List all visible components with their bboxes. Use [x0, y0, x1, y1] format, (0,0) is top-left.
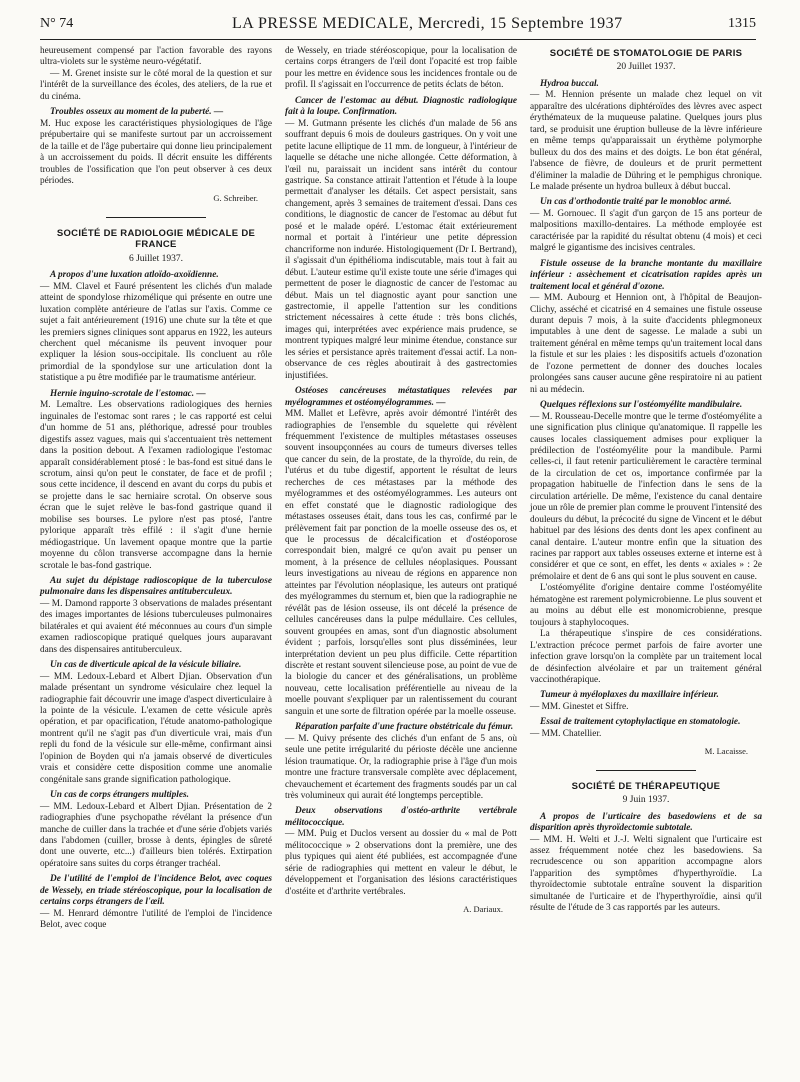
paragraph: de Wessely, en triade stéréoscopique, pour la localisation de certains corps étrangers de l'œil dont l'opacité est trop faible pour les mettre en évidence sous les incidences frontale ou de profil. Il s'agissait en l'occurrence de petits éclats de béton.: [285, 46, 517, 91]
paragraph: M. Huc expose les caractéristiques physiologiques de l'âge prépubertaire qui se manifeste surtout par un accroissement de la taille et de l'âge pubertaire qui donne lieu principalement à un accroissement du poids. Il décrit ensuite les différents troubles de l'ossification que l'on peut observer à ces deux périodes.: [40, 118, 272, 186]
divider: [106, 217, 206, 218]
society-title: SOCIÉTÉ DE STOMATOLOGIE DE PARIS: [549, 48, 743, 59]
paragraph: — M. Grenet insiste sur le côté moral de la question et sur l'intérêt de la surveillance des écoles, des ateliers, de la rue et du cinéma.: [40, 68, 272, 102]
paragraph: heureusement compensé par l'action favorable des rayons ultra-violets sur le système neuro-végétatif.: [40, 46, 272, 68]
session-date: 20 Juillet 1937.: [616, 62, 676, 73]
paragraph: — MM. Ledoux-Lebard et Albert Djian. Présentation de 2 radiographies d'une psychopathe révélant la présence d'un manche de cuiller dans la trachée et d'une série d'objets variés dans l'abdomen (cuiller, brosse à dents, épingles de sûreté dont une ouverte, etc...) d'ailleurs bien tolérés. Extirpation opératoire sans suites du corps étranger trachéal.: [40, 801, 272, 869]
section-heading: Hydroa buccal.: [540, 78, 599, 89]
section-heading: Un cas de diverticule apical de la vésicule biliaire.: [50, 660, 242, 671]
section-heading: Troubles osseux au moment de la puberté. —: [50, 107, 224, 118]
column-1: [40, 46, 272, 932]
paragraph: — MM. H. Welti et J.-J. Welti signalent que l'urticaire est assez fréquemment notée chez les basedowiens. Sa recrudescence ou son apparition accompagne alors l'apparition des symptômes d'hyperthyroïdie. La thyroïdectomie subtotale entraîne souvent la disparition simultanée de l'urticaire et de l'hyperthyroïdie, ainsi qu'il résulte de l'étude de 3 cas rapportés par les auteurs.: [530, 834, 762, 914]
journal-title: LA PRESSE MEDICALE, Mercredi, 15 Septembre 1937: [232, 15, 623, 32]
paragraph: — MM. Chatellier.: [530, 728, 602, 739]
paragraph: MM. Mallet et Lefèvre, après avoir démontré l'intérêt des radiographies de l'ensemble du squelette qui révèlent fréquemment l'existence de multiples métastases osseuses souvent insoupçonnées au cours de tumeurs diverses telles que cancer du sein, de la prostate, de la thyroïde, du rein, de l'utérus et du tube digestif, apportent le résultat de leurs recherches de ces métastases par la méthode des myélogrammes et des ostéomyélogrammes. Les auteurs ont en effet constaté que le diagnostic radiologique des métastases osseuses était, dans tous les cas, confirmé par le prélèvement fait par ponction de la moelle osseuse des os, et que le processus de décalcification et d'ostéoporose correspondait bien, malgré ce qu'on avait pu penser un moment, à la présence de cellules néoplasiques. Poussant leurs investigations au niveau de régions en apparence non atteintes par l'évolution néoplasique, les auteurs ont pratiqué des myélogrammes du sternum et, bien que la radiographie ne révélât pas de lésion osseuse, ils ont décelé la présence de cellules cancéreuses dans la pulpe médullaire. Ces cellules, souvent groupées en amas, sont d'un diagnostic absolument évident ; parfois, lorsqu'elles sont plus disséminées, leur interprétation devient un peu plus difficile. Cette répartition discrète et restant souvent silencieuse pose, au point de vue de la biologie du cancer et des généralisations, un problème nouveau, cette localisation préférentielle au niveau de la moelle pouvant s'expliquer par un ralentissement du courant sanguin et une sorte de filtration opérée par la moelle osseuse.: [285, 409, 517, 717]
section-heading: Tumeur à myéloplaxes du maxillaire inférieur.: [540, 690, 719, 701]
section-heading: Réparation parfaite d'une fracture obstétricale du fémur.: [295, 722, 514, 733]
section-heading: Hernie inguino-scrotale de l'estomac. —: [50, 388, 206, 399]
paragraph: — M. Gornouec. Il s'agit d'un garçon de 15 ans porteur de malpositions maxillo-dentaires. La méthode employée est caractérisée par la rapidité du résultat obtenu (4 mois) et ceci malgré le gigantisme des incisives centrales.: [530, 208, 762, 254]
section-heading: Fistule osseuse de la branche montante du maxillaire inférieur : assèchement et cicatrisation rapides après un traitement local et général d'ozone.: [530, 258, 762, 292]
paragraph: — M. Damond rapporte 3 observations de malades présentant des images importantes de lésions tuberculeuses pulmonaires bilatérales et qui avaient été méconnues au cours d'un simple examen radioscopique pratiqué quelques jours auparavant dans des dispensaires antituberculeux.: [40, 598, 272, 655]
paragraph: — M. Rousseau-Decelle montre que le terme d'ostéomyélite a une signification plus clinique qu'anatomique. Il rappelle les causes locales classiquement admises pour expliquer la prédilection de l'ostéomyélite pour la mandibule. Parmi celles-ci, il faut retenir particulièrement le caractère terminal de la circulation de cet os, importance confirmée par la propagation habituelle de l'infection dans le sens de la circulation artérielle. De même, l'existence du canal dentaire joue un rôle de premier plan comme le prouvent l'intensité des douleurs du début, la précocité du signe de Vincent et le début habituel par des lésions des dents dont les apex confinent au canal dentaire. L'auteur montre enfin que la situation des racines par rapport aux tables osseuses externe et interne est à considérer et que ce sont, en effet, les dents « axiales » : 2e prémolaire et dent de 6 ans qui sont le plus souvent en cause.: [530, 411, 762, 582]
signature: M. Lacaisse.: [704, 746, 748, 757]
paragraph: — M. Hennion présente un malade chez lequel on vit apparaître des ulcérations diphtéroïdes des lèvres avec aspect érythémateux de la muqueuse palatine. Quelques jours plus tard, se produisit une éruption bulleuse de la lèvre inférieure en même temps qu'apparaissait un érythème polymorphe bulleux du dos des mains et des doigts. Le bon état général, l'absence de fièvre, de douleurs et de prurit permettent d'éliminer la maladie de Dühring et le pemphigus chronique. Le malade présente un hydroa bulleux à début buccal.: [530, 90, 762, 192]
section-heading: Deux observations d'ostéo-arthrite vertébrale mélitococcique.: [285, 806, 517, 828]
section-heading: De l'utilité de l'emploi de l'incidence Belot, avec coques de Wessely, en triade stéréoscopique, pour la localisation de certains corps étrangers de l'œil.: [40, 874, 272, 908]
page-header: [40, 14, 756, 40]
paragraph: M. Lemaître. Les observations radiologiques des hernies inguinales de l'estomac sont rares ; le cas rapporté est celui d'un homme de 51 ans, pléthorique, adressé pour troubles digestifs assez vagues, mais qui s'accentuaient très nettement dans la position debout. A l'examen radiologique l'estomac apparaît considérablement ptosé : le bas-fond est situé dans le scrotum, ainsi qu'on peut le constater, de face et de profil ; sous cette incidence, il descend en avant du corps du pubis et se projette dans le sac herniaire scrotal. On observe sous écran que le sujet relève le bas-fond gastrique quand il mobilise ses bourses. Le pylore n'est pas ptosé, l'antre pylorique apparaît très effilé : il s'agit d'une hernie médiogastrique. Un lavement opaque montre que la partie moyenne du côlon transverse accompagne dans la hernie scrotale le bas-fond gastrique.: [40, 400, 272, 571]
section-heading: Un cas de corps étrangers multiples.: [50, 790, 189, 801]
section-heading: Cancer de l'estomac au début. Diagnostic radiologique fait à la loupe. Confirmation.: [285, 95, 517, 118]
paragraph: — MM. Puig et Duclos versent au dossier du « mal de Pott mélitococcique » 2 observations dont la première, une des plus typiques qui aient été publiées, est accompagnée d'une série de radiographies qui mettent en valeur le début, le développement et l'organisation des lésions caractéristiques d'ostéite et d'arthrite vertébrales.: [285, 829, 517, 897]
society-title: SOCIÉTÉ DE THÉRAPEUTIQUE: [571, 780, 721, 792]
issue-number: N° 74: [40, 16, 74, 31]
signature: G. Schreiber.: [213, 193, 258, 204]
page-number: 1315: [728, 16, 756, 31]
section-heading: Ostéoses cancéreuses métastatiques relevées par myélogrammes et ostéomyélogrammes. —: [285, 386, 517, 408]
paragraph: — M. Gutmann présente les clichés d'un malade de 56 ans souffrant depuis 6 mois de douleurs gastriques. On y voit une petite lacune elliptique de 11 mm. de longueur, à l'intérieur de laquelle se détache une niche allongée. Cette déformation, à l'œil nu, paraissait un incident sans intérêt du contour gastrique. Sa constance attirait l'attention et l'étude à la loupe permettait d'analyser les détails. Cet aspect persistait, sans changement, après 3 semaines de traitement d'essai. Dans ces conditions, le diagnostic de cancer de l'estomac au début fut posé et le malade opéré. L'estomac était extérieurement normal et portait à l'intérieur une petite dépression chancriforme non indurée. Histologiquement (Dr I. Bertrand), il s'agissait d'un épithélioma indiscutable, mais tout à fait au début. L'auteur estime qu'il existe toute une série d'images qui permettent de poser le diagnostic de cancer de l'estomac au début. Mais un tel diagnostic ayant pour sanction une gastrectomie, il appelle l'attention sur les conditions strictement nécessaires à cette étude : très bons clichés, images qui, interprétées avec expérience mais prudence, se montrent typiques malgré leur minime étendue, constance sur les séries et persistance après traitement d'essai actif. La non-observance de ces règles aboutirait à des gastrectomies injustifiées.: [285, 118, 517, 381]
paragraph: La thérapeutique s'inspire de ces considérations. L'extraction précoce permet parfois de faire avorter une infection grave lorsqu'on la complète par un traitement local de désinfection alvéolaire et par un traitement général vaccinothérapique.: [530, 629, 762, 686]
session-date: 9 Juin 1937.: [622, 795, 670, 806]
column-2: [285, 46, 517, 916]
section-heading: A propos de l'urticaire des basedowiens et de sa disparition après thyroïdectomie subtotale.: [530, 811, 762, 834]
paragraph: — M. Henrard démontre l'utilité de l'emploi de l'incidence Belot, avec coque: [40, 908, 272, 931]
section-heading: A propos d'une luxation atloïdo-axoïdienne.: [50, 270, 219, 281]
paragraph: — MM. Ginestet et Siffre.: [530, 701, 629, 712]
signature: A. Dariaux.: [463, 904, 503, 915]
section-heading: Essai de traitement cytophylactique en stomatologie.: [540, 717, 741, 728]
paragraph: — MM. Aubourg et Hennion ont, à l'hôpital de Beaujon-Clichy, asséché et cicatrisé en 4 semaines une fistule osseuse durant depuis 7 mois, à la suite d'accidents phlegmoneux imputables à une dent de sagesse. Le malade a subi un traitement général en même temps qu'un traitement local dans la fistule et sur les plaies : les dispositifs actuels d'ozonation de l'ozone permettent de donner des douches locales prolongées sans causer aucune gêne respiratoire ni au patient ni au médecin.: [530, 293, 762, 395]
column-3: [530, 46, 762, 915]
section-heading: Un cas d'orthodontie traité par le monobloc armé.: [540, 197, 732, 208]
section-heading: Au sujet du dépistage radioscopique de la tuberculose pulmonaire dans les dispensaires antituberculeux.: [40, 576, 272, 598]
society-title: SOCIÉTÉ DE RADIOLOGIE MÉDICALE DE FRANCE: [56, 227, 256, 251]
paragraph: — MM. Ledoux-Lebard et Albert Djian. Observation d'un malade présentant un syndrome vésiculaire chez lequel la radiographie fait découvrir une image d'aspect diverticulaire à la pointe de la vésicule. L'examen de cette vésicule après opération, et par opacification, l'étude anatomo-pathologique montrent qu'il ne s'agit pas d'un diverticule vrai, mais d'un repli du fond de la vésicule sur elle-même, confirmant ainsi l'opinion de Boyden qui n'a jamais observé de diverticules vrais et considère cette disposition comme une anomalie congénitale sans grande signification pathologique.: [40, 671, 272, 785]
paragraph: — MM. Clavel et Fauré présentent les clichés d'un malade atteint de spondylose rhizomélique qui présente en outre une luxation complète antérieure de l'atlas sur l'axis. Comme ce sujet a fait antérieurement (1916) une chute sur la tête et que les premiers signes cliniques sont apparus en 1922, les auteurs cherchent quel mécanisme ils peuvent invoquer pour expliquer la lésion sous-occipitale. Ils concluent au rôle primordial de la spondylose sur une articulation dont la statistique a pu être modifiée par le traumatisme antérieur.: [40, 281, 272, 384]
divider: [596, 770, 696, 771]
paragraph: — M. Quivy présente des clichés d'un enfant de 5 ans, où seule une petite irrégularité du périoste décèle une ancienne lésion traumatique. Or, la radiographie prise à l'âge d'un mois montre une fracture transversale complète avec déplacement, chevauchement et écartement des fragments soudés par un cal très volumineux qui aurait été longtemps perceptible.: [285, 733, 517, 801]
paragraph: L'ostéomyélite d'origine dentaire comme l'ostéomyélite hématogène est rarement polymicrobienne. Le plus souvent et au moins au début elle est monomicrobienne, presque toujours à staphylocoques.: [530, 583, 762, 628]
session-date: 6 Juillet 1937.: [128, 253, 184, 264]
section-heading: Quelques réflexions sur l'ostéomyélite mandibulaire.: [540, 400, 743, 411]
